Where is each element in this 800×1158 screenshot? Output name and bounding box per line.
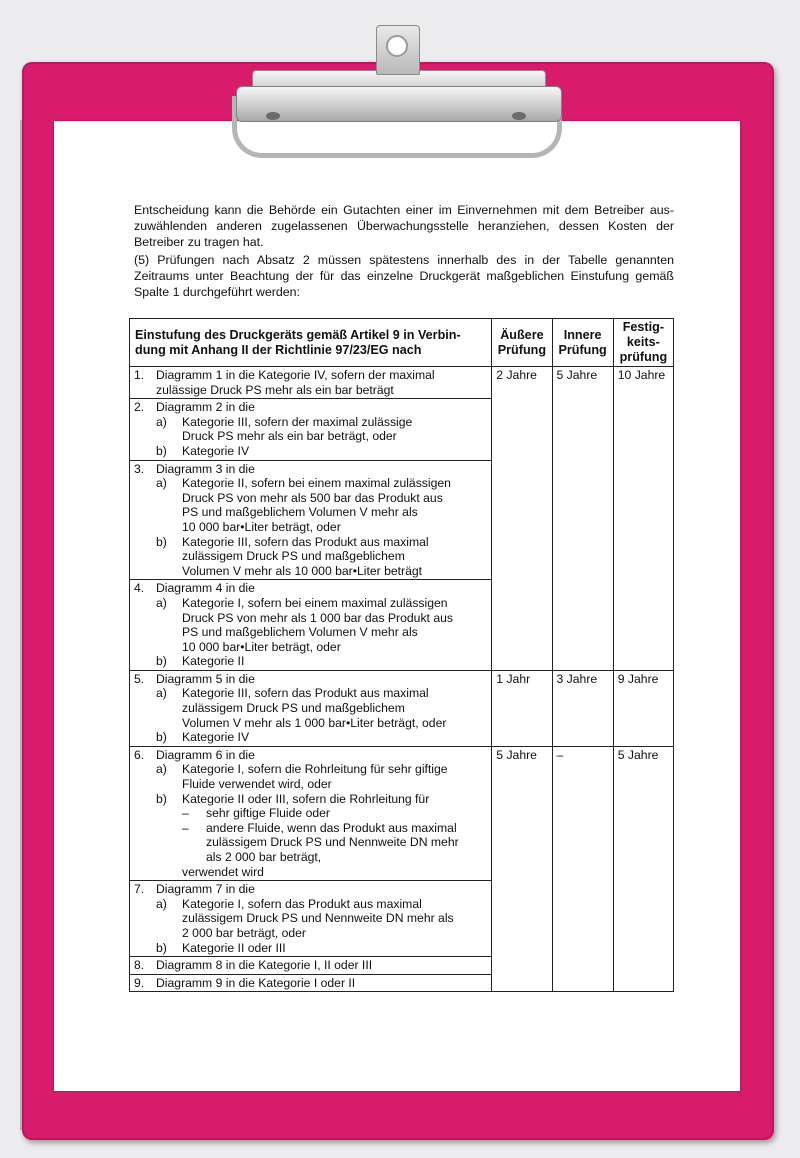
row-text: 2 000 bar beträgt, oder <box>182 925 306 940</box>
item-letter: b) <box>156 654 167 669</box>
pruefungen-table <box>129 318 674 992</box>
row-number: 5. <box>134 671 145 686</box>
row-text: Druck PS von mehr als 500 bar das Produkt aus <box>182 490 443 505</box>
header-aeussere-pruefung: Äußere Prüfung <box>492 319 552 367</box>
row-text: Kategorie II oder III <box>182 940 286 955</box>
row-text: Volumen V mehr als 10 000 bar•Liter beträgt <box>182 563 423 578</box>
row-text: Kategorie IV <box>182 443 250 458</box>
row-2-cell <box>130 399 492 460</box>
row-number: 3. <box>134 461 145 476</box>
row-text: 10 000 bar•Liter beträgt, oder <box>182 519 341 534</box>
group-1-aeussere: 2 Jahre <box>492 367 552 671</box>
row-text: zulässige Druck PS mehr als ein bar beträgt <box>156 382 394 397</box>
clip-rivet-left <box>266 112 280 120</box>
item-letter: a) <box>156 476 167 491</box>
row-5-cell <box>130 670 492 746</box>
row-text: Kategorie I, sofern bei einem maximal zulässigen <box>182 595 448 610</box>
table-row <box>130 670 674 746</box>
row-text: verwendet wird <box>182 864 264 879</box>
group-2-innere: 3 Jahre <box>552 670 613 746</box>
group-2-aeussere: 1 Jahr <box>492 670 552 746</box>
item-letter: a) <box>156 595 167 610</box>
row-number: 2. <box>134 400 145 415</box>
header-einstufung: Einstufung des Druckgeräts gemäß Artikel 9 in Verbin- dung mit Anhang II der Richtlinie 97/23/EG nach <box>130 319 492 367</box>
row-text: PS und maßgeblichem Volumen V mehr als <box>182 505 418 520</box>
row-text: Diagramm 7 in die <box>156 882 255 897</box>
item-letter: a) <box>156 686 167 701</box>
row-text: Diagramm 5 in die <box>156 671 255 686</box>
row-text: Kategorie I, sofern die Rohrleitung für sehr giftige <box>182 762 448 777</box>
row-3-cell <box>130 460 492 580</box>
row-4-cell <box>130 580 492 671</box>
table-row <box>130 746 674 880</box>
row-text: PS und maßgeblichem Volumen V mehr als <box>182 625 418 640</box>
row-6-cell <box>130 746 492 880</box>
table-row <box>130 367 674 399</box>
item-letter: b) <box>156 443 167 458</box>
item-letter: b) <box>156 940 167 955</box>
row-text: Diagramm 3 in die <box>156 461 255 476</box>
group-1-innere: 5 Jahre <box>552 367 613 671</box>
row-text: zulässigem Druck PS und maßgeblichem <box>182 701 405 716</box>
paragraph-absatz-5: (5) Prüfungen nach Absatz 2 müssen spätestens innerhalb des in der Tabelle genannten Zeitraums unter Beachtung der für das einzelne Druckgerät maßgeblichen Einstufung gemäß Spalte 1 durchgeführt werden: <box>134 253 674 299</box>
row-text: Diagramm 4 in die <box>156 581 255 596</box>
row-text: 10 000 bar•Liter beträgt, oder <box>182 639 341 654</box>
item-dash: – <box>182 806 189 821</box>
header-festigkeitspruefung: Festig- keits- prüfung <box>613 319 673 367</box>
row-text: sehr giftige Fluide oder <box>206 806 330 821</box>
group-1-festigkeit: 10 Jahre <box>613 367 673 671</box>
row-number: 9. <box>134 975 145 990</box>
clip-hanger-hole <box>386 35 408 57</box>
paragraph-intro: Entscheidung kann die Behörde ein Gutachten einer im Einvernehmen mit dem Betreiber aus- zuwählenden anderen zugelassenen Überwachungsstelle heranziehen, dessen Kosten der Betreiber zu tragen hat. <box>134 203 674 249</box>
row-text: zulässigem Druck PS und maßgeblichem <box>182 549 405 564</box>
row-text: andere Fluide, wenn das Produkt aus maximal <box>206 820 457 835</box>
row-number: 1. <box>134 368 145 382</box>
row-text: Diagramm 2 in die <box>156 400 255 415</box>
row-text: Volumen V mehr als 1 000 bar•Liter beträgt, oder <box>182 715 447 730</box>
row-number: 7. <box>134 882 145 897</box>
item-letter: a) <box>156 414 167 429</box>
item-letter: a) <box>156 896 167 911</box>
row-9-cell <box>130 974 492 992</box>
item-letter: a) <box>156 762 167 777</box>
row-1-cell <box>130 367 492 399</box>
row-text: Diagramm 1 in die Kategorie IV, sofern der maximal <box>156 368 435 382</box>
row-text: Kategorie III, sofern der maximal zulässige <box>182 414 413 429</box>
row-text: Diagramm 6 in die <box>156 747 255 762</box>
row-text: zulässigem Druck PS und Nennweite DN mehr als <box>182 911 454 926</box>
row-number: 6. <box>134 747 145 762</box>
row-text: zulässigem Druck PS und Nennweite DN mehr <box>206 835 459 850</box>
row-text: Kategorie I, sofern das Produkt aus maximal <box>182 896 422 911</box>
row-8-cell <box>130 957 492 975</box>
item-letter: b) <box>156 730 167 745</box>
row-text: Kategorie II, sofern bei einem maximal zulässigen <box>182 476 451 491</box>
row-text: Druck PS mehr als ein bar beträgt, oder <box>182 429 397 444</box>
group-3-aeussere: 5 Jahre <box>492 746 552 992</box>
item-letter: b) <box>156 534 167 549</box>
row-7-cell <box>130 881 492 957</box>
group-3-festigkeit: 5 Jahre <box>613 746 673 992</box>
row-text: Kategorie IV <box>182 730 250 745</box>
row-text: Diagramm 9 in die Kategorie I oder II <box>156 975 356 990</box>
row-text: Kategorie II oder III, sofern die Rohrleitung für <box>182 791 430 806</box>
clip-rivet-right <box>512 112 526 120</box>
row-text: Druck PS von mehr als 1 000 bar das Produkt aus <box>182 610 453 625</box>
item-dash: – <box>182 820 189 835</box>
row-number: 8. <box>134 958 145 973</box>
row-text: Fluide verwendet wird, oder <box>182 777 332 792</box>
row-text: Kategorie II <box>182 654 245 669</box>
row-text: Kategorie III, sofern das Produkt aus maximal <box>182 686 429 701</box>
group-2-festigkeit: 9 Jahre <box>613 670 673 746</box>
header-innere-pruefung: Innere Prüfung <box>552 319 613 367</box>
row-text: Kategorie III, sofern das Produkt aus maximal <box>182 534 429 549</box>
row-number: 4. <box>134 581 145 596</box>
group-3-innere: – <box>552 746 613 992</box>
row-text: Diagramm 8 in die Kategorie I, II oder III <box>156 958 373 973</box>
table-header-row <box>130 319 674 367</box>
row-text: als 2 000 bar beträgt, <box>206 850 322 864</box>
item-letter: b) <box>156 791 167 806</box>
